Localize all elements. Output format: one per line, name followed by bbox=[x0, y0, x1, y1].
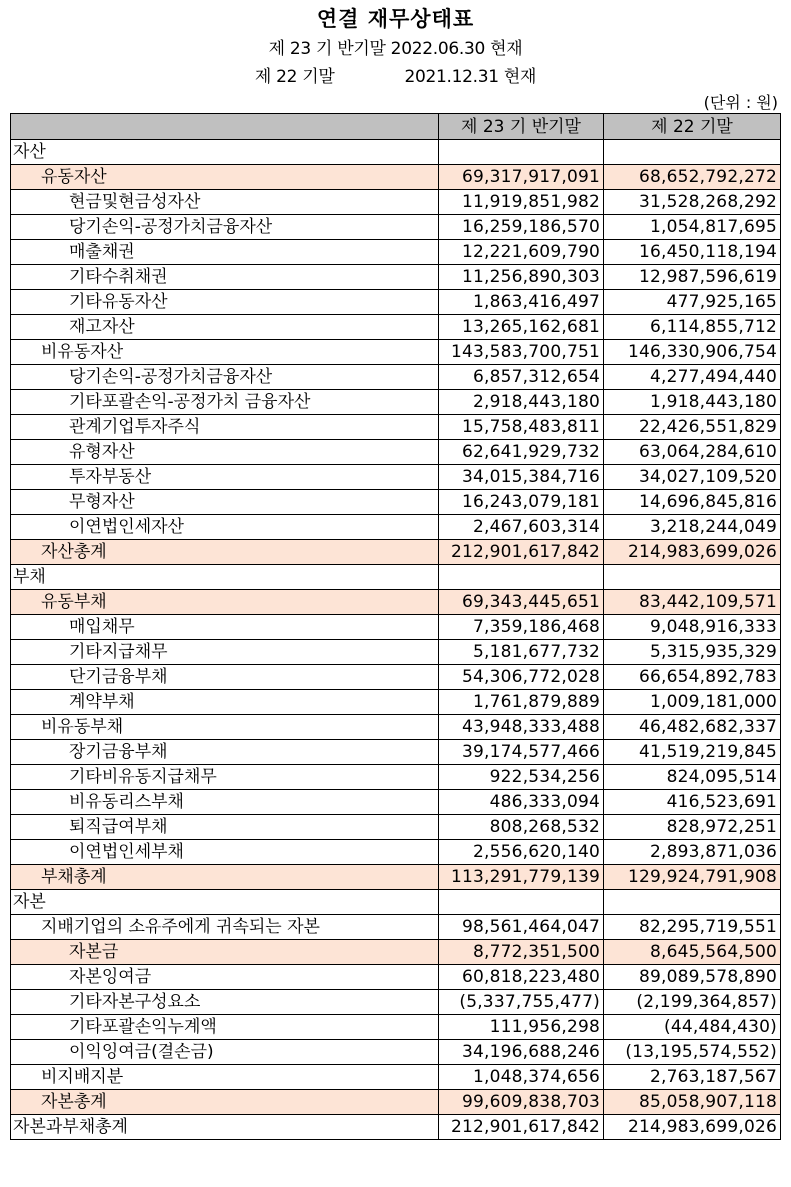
table-row bbox=[11, 290, 781, 315]
table-row bbox=[11, 540, 781, 565]
account-label: 매출채권 bbox=[11, 240, 439, 265]
account-label: 비유동자산 bbox=[11, 340, 439, 365]
current-period-value: 15,758,483,811 bbox=[439, 415, 604, 440]
prior-period-value bbox=[604, 890, 781, 915]
current-period-value: 2,918,443,180 bbox=[439, 390, 604, 415]
account-label: 자산 bbox=[11, 140, 439, 165]
table-body bbox=[11, 140, 781, 1140]
account-label: 기타비유동지급채무 bbox=[11, 765, 439, 790]
account-label: 자본잉여금 bbox=[11, 965, 439, 990]
table-row bbox=[11, 865, 781, 890]
table-row bbox=[11, 1090, 781, 1115]
account-label: 투자부동산 bbox=[11, 465, 439, 490]
current-period-value: 6,857,312,654 bbox=[439, 365, 604, 390]
table-row bbox=[11, 565, 781, 590]
current-period-value: 11,256,890,303 bbox=[439, 265, 604, 290]
prior-period-value: 1,918,443,180 bbox=[604, 390, 781, 415]
prior-period-value: 22,426,551,829 bbox=[604, 415, 781, 440]
prior-period-value: 83,442,109,571 bbox=[604, 590, 781, 615]
account-label: 자본과부채총계 bbox=[11, 1115, 439, 1140]
current-period-value: 43,948,333,488 bbox=[439, 715, 604, 740]
table-row bbox=[11, 740, 781, 765]
statement-title: 연결 재무상태표 bbox=[316, 7, 475, 31]
account-label: 유동부채 bbox=[11, 590, 439, 615]
account-label: 비유동부채 bbox=[11, 715, 439, 740]
table-row bbox=[11, 640, 781, 665]
prior-period-value: 416,523,691 bbox=[604, 790, 781, 815]
account-label: 비지배지분 bbox=[11, 1065, 439, 1090]
table-row bbox=[11, 790, 781, 815]
current-period-value: 69,317,917,091 bbox=[439, 165, 604, 190]
current-period-value: 39,174,577,466 bbox=[439, 740, 604, 765]
prior-period-value: (44,484,430) bbox=[604, 1015, 781, 1040]
current-period-value: 212,901,617,842 bbox=[439, 1115, 604, 1140]
account-label: 당기손익-공정가치금융자산 bbox=[11, 215, 439, 240]
table-row bbox=[11, 765, 781, 790]
prior-period-value: 129,924,791,908 bbox=[604, 865, 781, 890]
current-period-value: 212,901,617,842 bbox=[439, 540, 604, 565]
current-period-value: 143,583,700,751 bbox=[439, 340, 604, 365]
table-row bbox=[11, 265, 781, 290]
prior-period-value: 477,925,165 bbox=[604, 290, 781, 315]
prior-period-value: 14,696,845,816 bbox=[604, 490, 781, 515]
current-period-value: 5,181,677,732 bbox=[439, 640, 604, 665]
current-period-value: 8,772,351,500 bbox=[439, 940, 604, 965]
current-period-value: 7,359,186,468 bbox=[439, 615, 604, 640]
table-row bbox=[11, 140, 781, 165]
unit-label: (단위 : 원) bbox=[703, 93, 778, 112]
account-label: 당기손익-공정가치금융자산 bbox=[11, 365, 439, 390]
prior-period-value: 63,064,284,610 bbox=[604, 440, 781, 465]
account-label: 자본 bbox=[11, 890, 439, 915]
prior-period-value: 82,295,719,551 bbox=[604, 915, 781, 940]
table-row bbox=[11, 1115, 781, 1140]
prior-period-value: 146,330,906,754 bbox=[604, 340, 781, 365]
prior-period-value: 31,528,268,292 bbox=[604, 190, 781, 215]
column-header-current: 제 23 기 반기말 bbox=[439, 114, 604, 140]
prior-period-value: 828,972,251 bbox=[604, 815, 781, 840]
account-label: 무형자산 bbox=[11, 490, 439, 515]
table-row bbox=[11, 515, 781, 540]
prior-period-value: 1,054,817,695 bbox=[604, 215, 781, 240]
table-row bbox=[11, 240, 781, 265]
table-row bbox=[11, 215, 781, 240]
table-row bbox=[11, 690, 781, 715]
current-period-value: 2,556,620,140 bbox=[439, 840, 604, 865]
table-row bbox=[11, 915, 781, 940]
current-period-value: 12,221,609,790 bbox=[439, 240, 604, 265]
account-label: 매입채무 bbox=[11, 615, 439, 640]
table-row bbox=[11, 890, 781, 915]
account-label: 이연법인세부채 bbox=[11, 840, 439, 865]
table-row bbox=[11, 490, 781, 515]
prior-period-value bbox=[604, 140, 781, 165]
account-label: 자본금 bbox=[11, 940, 439, 965]
account-label: 비유동리스부채 bbox=[11, 790, 439, 815]
current-period-value: 808,268,532 bbox=[439, 815, 604, 840]
prior-period-value: 46,482,682,337 bbox=[604, 715, 781, 740]
table-row bbox=[11, 715, 781, 740]
account-label: 기타지급채무 bbox=[11, 640, 439, 665]
prior-period-value: 214,983,699,026 bbox=[604, 540, 781, 565]
prior-period-value: 824,095,514 bbox=[604, 765, 781, 790]
current-period-value bbox=[439, 140, 604, 165]
table-row bbox=[11, 390, 781, 415]
prior-period-value: 1,009,181,000 bbox=[604, 690, 781, 715]
prior-period-value: 6,114,855,712 bbox=[604, 315, 781, 340]
table-row bbox=[11, 615, 781, 640]
current-period-value: 1,048,374,656 bbox=[439, 1065, 604, 1090]
account-label: 기타유동자산 bbox=[11, 290, 439, 315]
account-label: 기타포괄손익누계액 bbox=[11, 1015, 439, 1040]
table-row bbox=[11, 590, 781, 615]
prior-period-value: 89,089,578,890 bbox=[604, 965, 781, 990]
table-row bbox=[11, 665, 781, 690]
table-header-row bbox=[11, 114, 781, 140]
table-row bbox=[11, 415, 781, 440]
table-row bbox=[11, 1040, 781, 1065]
account-label: 장기금융부채 bbox=[11, 740, 439, 765]
current-period-value: 34,196,688,246 bbox=[439, 1040, 604, 1065]
account-label: 자본총계 bbox=[11, 1090, 439, 1115]
current-period-value: (5,337,755,477) bbox=[439, 990, 604, 1015]
account-label: 이연법인세자산 bbox=[11, 515, 439, 540]
current-period-value: 2,467,603,314 bbox=[439, 515, 604, 540]
account-label: 이익잉여금(결손금) bbox=[11, 1040, 439, 1065]
account-label: 관계기업투자주식 bbox=[11, 415, 439, 440]
current-period-value: 54,306,772,028 bbox=[439, 665, 604, 690]
current-period-value: 113,291,779,139 bbox=[439, 865, 604, 890]
current-period-value: 486,333,094 bbox=[439, 790, 604, 815]
prior-period-value: 12,987,596,619 bbox=[604, 265, 781, 290]
table-row bbox=[11, 165, 781, 190]
account-label: 유형자산 bbox=[11, 440, 439, 465]
current-period-line: 제 23 기 반기말 2022.06.30 현재 bbox=[268, 39, 523, 59]
prior-period-line bbox=[0, 62, 791, 87]
account-label: 지배기업의 소유주에게 귀속되는 자본 bbox=[11, 915, 439, 940]
current-period-value: 922,534,256 bbox=[439, 765, 604, 790]
table-row bbox=[11, 1015, 781, 1040]
prior-period-value: 2,893,871,036 bbox=[604, 840, 781, 865]
account-label: 단기금융부채 bbox=[11, 665, 439, 690]
table-row bbox=[11, 965, 781, 990]
current-period-value: 60,818,223,480 bbox=[439, 965, 604, 990]
balance-sheet-table bbox=[10, 113, 781, 1140]
prior-period-value: 66,654,892,783 bbox=[604, 665, 781, 690]
prior-period-value: 68,652,792,272 bbox=[604, 165, 781, 190]
current-period-value: 16,243,079,181 bbox=[439, 490, 604, 515]
prior-period-value: 4,277,494,440 bbox=[604, 365, 781, 390]
account-label: 기타포괄손익-공정가치 금융자산 bbox=[11, 390, 439, 415]
current-period-value: 62,641,929,732 bbox=[439, 440, 604, 465]
current-period-value: 1,761,879,889 bbox=[439, 690, 604, 715]
table-row bbox=[11, 1065, 781, 1090]
prior-period-value: (2,199,364,857) bbox=[604, 990, 781, 1015]
prior-period-value: 3,218,244,049 bbox=[604, 515, 781, 540]
prior-period-value: 9,048,916,333 bbox=[604, 615, 781, 640]
column-header-prior: 제 22 기말 bbox=[604, 114, 781, 140]
account-label: 현금및현금성자산 bbox=[11, 190, 439, 215]
current-period-value: 98,561,464,047 bbox=[439, 915, 604, 940]
prior-period-value: 41,519,219,845 bbox=[604, 740, 781, 765]
table-row bbox=[11, 465, 781, 490]
prior-period-date: 2021.12.31 현재 bbox=[404, 67, 537, 87]
prior-period-value: 85,058,907,118 bbox=[604, 1090, 781, 1115]
table-row bbox=[11, 440, 781, 465]
table-row bbox=[11, 190, 781, 215]
current-period-value bbox=[439, 890, 604, 915]
account-label: 퇴직급여부채 bbox=[11, 815, 439, 840]
prior-period-value: 16,450,118,194 bbox=[604, 240, 781, 265]
account-label: 부채총계 bbox=[11, 865, 439, 890]
account-label: 계약부채 bbox=[11, 690, 439, 715]
account-label: 기타자본구성요소 bbox=[11, 990, 439, 1015]
table-row bbox=[11, 365, 781, 390]
prior-period-value: 2,763,187,567 bbox=[604, 1065, 781, 1090]
current-period-value: 34,015,384,716 bbox=[439, 465, 604, 490]
account-label: 유동자산 bbox=[11, 165, 439, 190]
current-period-value: 16,259,186,570 bbox=[439, 215, 604, 240]
current-period-value: 111,956,298 bbox=[439, 1015, 604, 1040]
current-period-value: 69,343,445,651 bbox=[439, 590, 604, 615]
prior-period-value: (13,195,574,552) bbox=[604, 1040, 781, 1065]
prior-period-value bbox=[604, 565, 781, 590]
current-period-value: 99,609,838,703 bbox=[439, 1090, 604, 1115]
prior-period-value: 5,315,935,329 bbox=[604, 640, 781, 665]
prior-period-value: 214,983,699,026 bbox=[604, 1115, 781, 1140]
current-period-value bbox=[439, 565, 604, 590]
table-row bbox=[11, 990, 781, 1015]
account-label: 부채 bbox=[11, 565, 439, 590]
account-label: 자산총계 bbox=[11, 540, 439, 565]
prior-period-label: 제 22 기말 bbox=[254, 67, 335, 87]
table-row bbox=[11, 340, 781, 365]
current-period-value: 1,863,416,497 bbox=[439, 290, 604, 315]
prior-period-value: 8,645,564,500 bbox=[604, 940, 781, 965]
table-row bbox=[11, 840, 781, 865]
table-row bbox=[11, 815, 781, 840]
current-period-value: 13,265,162,681 bbox=[439, 315, 604, 340]
account-label: 재고자산 bbox=[11, 315, 439, 340]
table-row bbox=[11, 315, 781, 340]
column-header-account bbox=[11, 114, 439, 140]
account-label: 기타수취채권 bbox=[11, 265, 439, 290]
current-period-value: 11,919,851,982 bbox=[439, 190, 604, 215]
prior-period-value: 34,027,109,520 bbox=[604, 465, 781, 490]
table-row bbox=[11, 940, 781, 965]
